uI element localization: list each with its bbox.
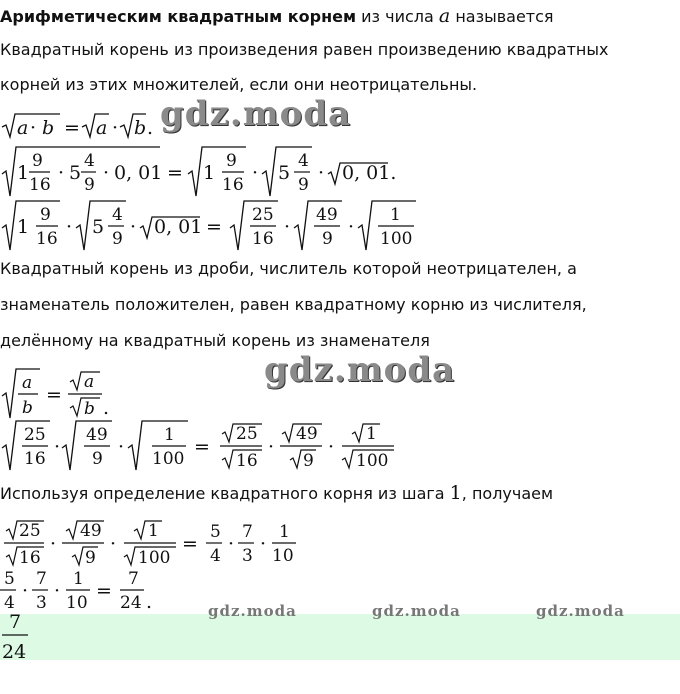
svg-text:9: 9 (112, 229, 123, 249)
watermark-3: gdz.moda (208, 602, 297, 620)
svg-text:9: 9 (298, 175, 309, 195)
svg-text:10: 10 (66, 593, 88, 613)
svg-text:=: = (167, 162, 183, 184)
svg-text:16: 16 (36, 229, 58, 249)
svg-text:b: b (42, 117, 55, 139)
svg-text:1: 1 (17, 216, 30, 238)
svg-text:9: 9 (226, 151, 237, 171)
svg-text:100: 100 (152, 449, 185, 469)
svg-text:100: 100 (356, 451, 389, 471)
svg-text:.: . (103, 397, 110, 419)
definition-line (0, 6, 554, 27)
definition-text: из числа (356, 7, 439, 26)
answer-numerator: 7 (9, 611, 22, 633)
svg-text:·: · (228, 533, 235, 555)
svg-text:1: 1 (148, 521, 159, 541)
svg-text:4: 4 (210, 546, 221, 566)
svg-text:·: · (118, 436, 125, 458)
answer-box (0, 614, 680, 660)
svg-text:4: 4 (298, 151, 309, 171)
svg-text:16: 16 (19, 548, 41, 568)
svg-text:7: 7 (242, 522, 253, 542)
step-text-after: , получаем (461, 484, 554, 503)
formula-quotient-rule (0, 366, 120, 426)
rule-quotient-line-3: делённому на квадратный корень из знаменателя (0, 331, 430, 350)
svg-text:100: 100 (138, 548, 171, 568)
svg-text:a: a (84, 372, 95, 392)
svg-text:16: 16 (24, 449, 46, 469)
svg-text:·: · (58, 162, 65, 184)
svg-text:49: 49 (296, 424, 318, 444)
formula-product-rule (0, 110, 170, 144)
answer-fraction (0, 606, 40, 670)
svg-text:16: 16 (29, 175, 51, 195)
svg-text:1: 1 (73, 569, 84, 589)
svg-text:1: 1 (17, 162, 30, 184)
svg-text:1: 1 (366, 424, 377, 444)
svg-text:=: = (64, 117, 80, 139)
svg-text:1: 1 (164, 425, 175, 445)
svg-text:=: = (96, 580, 112, 602)
svg-text:·: · (112, 117, 119, 139)
svg-text:16: 16 (222, 175, 244, 195)
svg-text:16: 16 (252, 229, 274, 249)
svg-text:=: = (182, 533, 198, 555)
svg-text:24: 24 (120, 593, 142, 613)
definition-end: называется (450, 7, 554, 26)
svg-text:·: · (260, 533, 267, 555)
svg-text:.: . (146, 591, 153, 613)
svg-text:4: 4 (4, 593, 15, 613)
watermark-1: gdz.moda (160, 94, 352, 134)
svg-text:49: 49 (80, 521, 102, 541)
svg-text:·: · (66, 216, 73, 238)
svg-text:0, 01.: 0, 01. (342, 162, 397, 184)
svg-text:7: 7 (36, 569, 47, 589)
step-text (0, 483, 553, 504)
watermark-2: gdz.moda (264, 350, 456, 390)
rule-quotient-line-2: знаменатель положителен, равен квадратному корню из числителя, (0, 295, 587, 314)
watermark-5: gdz.moda (536, 602, 625, 620)
svg-text:=: = (46, 384, 62, 406)
svg-text:0, 01: 0, 01 (154, 216, 203, 238)
svg-text:25: 25 (19, 521, 41, 541)
svg-text:1: 1 (390, 205, 401, 225)
svg-text:9: 9 (92, 449, 103, 469)
formula-fractions (0, 198, 420, 260)
svg-text:b: b (84, 399, 95, 419)
svg-text:a: a (17, 117, 29, 139)
svg-text:a: a (96, 117, 108, 139)
svg-text:a: a (22, 373, 33, 393)
definition-variable: a (438, 5, 451, 27)
svg-text:·: · (103, 162, 110, 184)
svg-text:25: 25 (252, 205, 274, 225)
svg-text:·: · (130, 216, 137, 238)
svg-text:9: 9 (84, 175, 95, 195)
svg-text:49: 49 (86, 425, 108, 445)
svg-text:1: 1 (279, 522, 290, 542)
svg-text:4: 4 (112, 205, 123, 225)
svg-text:·: · (284, 216, 291, 238)
svg-text:5: 5 (92, 216, 105, 238)
svg-text:3: 3 (36, 593, 47, 613)
svg-text:9: 9 (303, 451, 314, 471)
svg-text:3: 3 (242, 546, 253, 566)
svg-text:·: · (30, 117, 37, 139)
svg-text:·: · (318, 162, 325, 184)
svg-text:5: 5 (69, 162, 82, 184)
svg-text:5: 5 (278, 162, 291, 184)
svg-text:.: . (147, 117, 154, 139)
svg-text:9: 9 (85, 548, 96, 568)
step-number: 1 (449, 482, 462, 504)
svg-text:5: 5 (4, 569, 15, 589)
svg-text:100: 100 (380, 229, 413, 249)
svg-text:10: 10 (272, 546, 294, 566)
svg-text:·: · (252, 162, 259, 184)
svg-text:16: 16 (236, 451, 258, 471)
svg-text:0, 01: 0, 01 (114, 162, 163, 184)
formula-quotient-expansion (0, 418, 400, 480)
formula-product-expansion (0, 144, 400, 204)
step-text-before: Используя определение квадратного корня из шага (0, 484, 450, 503)
svg-text:9: 9 (322, 229, 333, 249)
svg-text:25: 25 (236, 424, 258, 444)
svg-text:b: b (134, 117, 147, 139)
svg-text:·: · (22, 580, 29, 602)
definition-term: Арифметическим квадратным корнем (0, 7, 357, 26)
rule-product-line-1: Квадратный корень из произведения равен произведению квадратных (0, 40, 609, 59)
svg-text:·: · (54, 580, 61, 602)
svg-text:·: · (54, 436, 61, 458)
rule-product-line-2: корней из этих множителей, если они неотрицательны. (0, 75, 478, 94)
rule-quotient-line-1: Квадратный корень из дроби, числитель которой неотрицателен, а (0, 259, 577, 278)
svg-text:·: · (268, 436, 275, 458)
svg-text:·: · (348, 216, 355, 238)
watermark-4: gdz.moda (372, 602, 461, 620)
svg-text:1: 1 (203, 162, 216, 184)
svg-text:5: 5 (210, 522, 221, 542)
svg-text:=: = (194, 436, 210, 458)
svg-text:·: · (50, 533, 57, 555)
svg-text:9: 9 (40, 205, 51, 225)
svg-text:9: 9 (32, 151, 43, 171)
svg-text:49: 49 (316, 205, 338, 225)
svg-text:4: 4 (84, 151, 95, 171)
svg-text:=: = (206, 216, 222, 238)
svg-text:·: · (328, 436, 335, 458)
svg-text:·: · (110, 533, 117, 555)
svg-text:b: b (22, 398, 33, 418)
svg-text:25: 25 (24, 425, 46, 445)
svg-text:7: 7 (128, 569, 139, 589)
answer-denominator: 24 (2, 641, 27, 663)
